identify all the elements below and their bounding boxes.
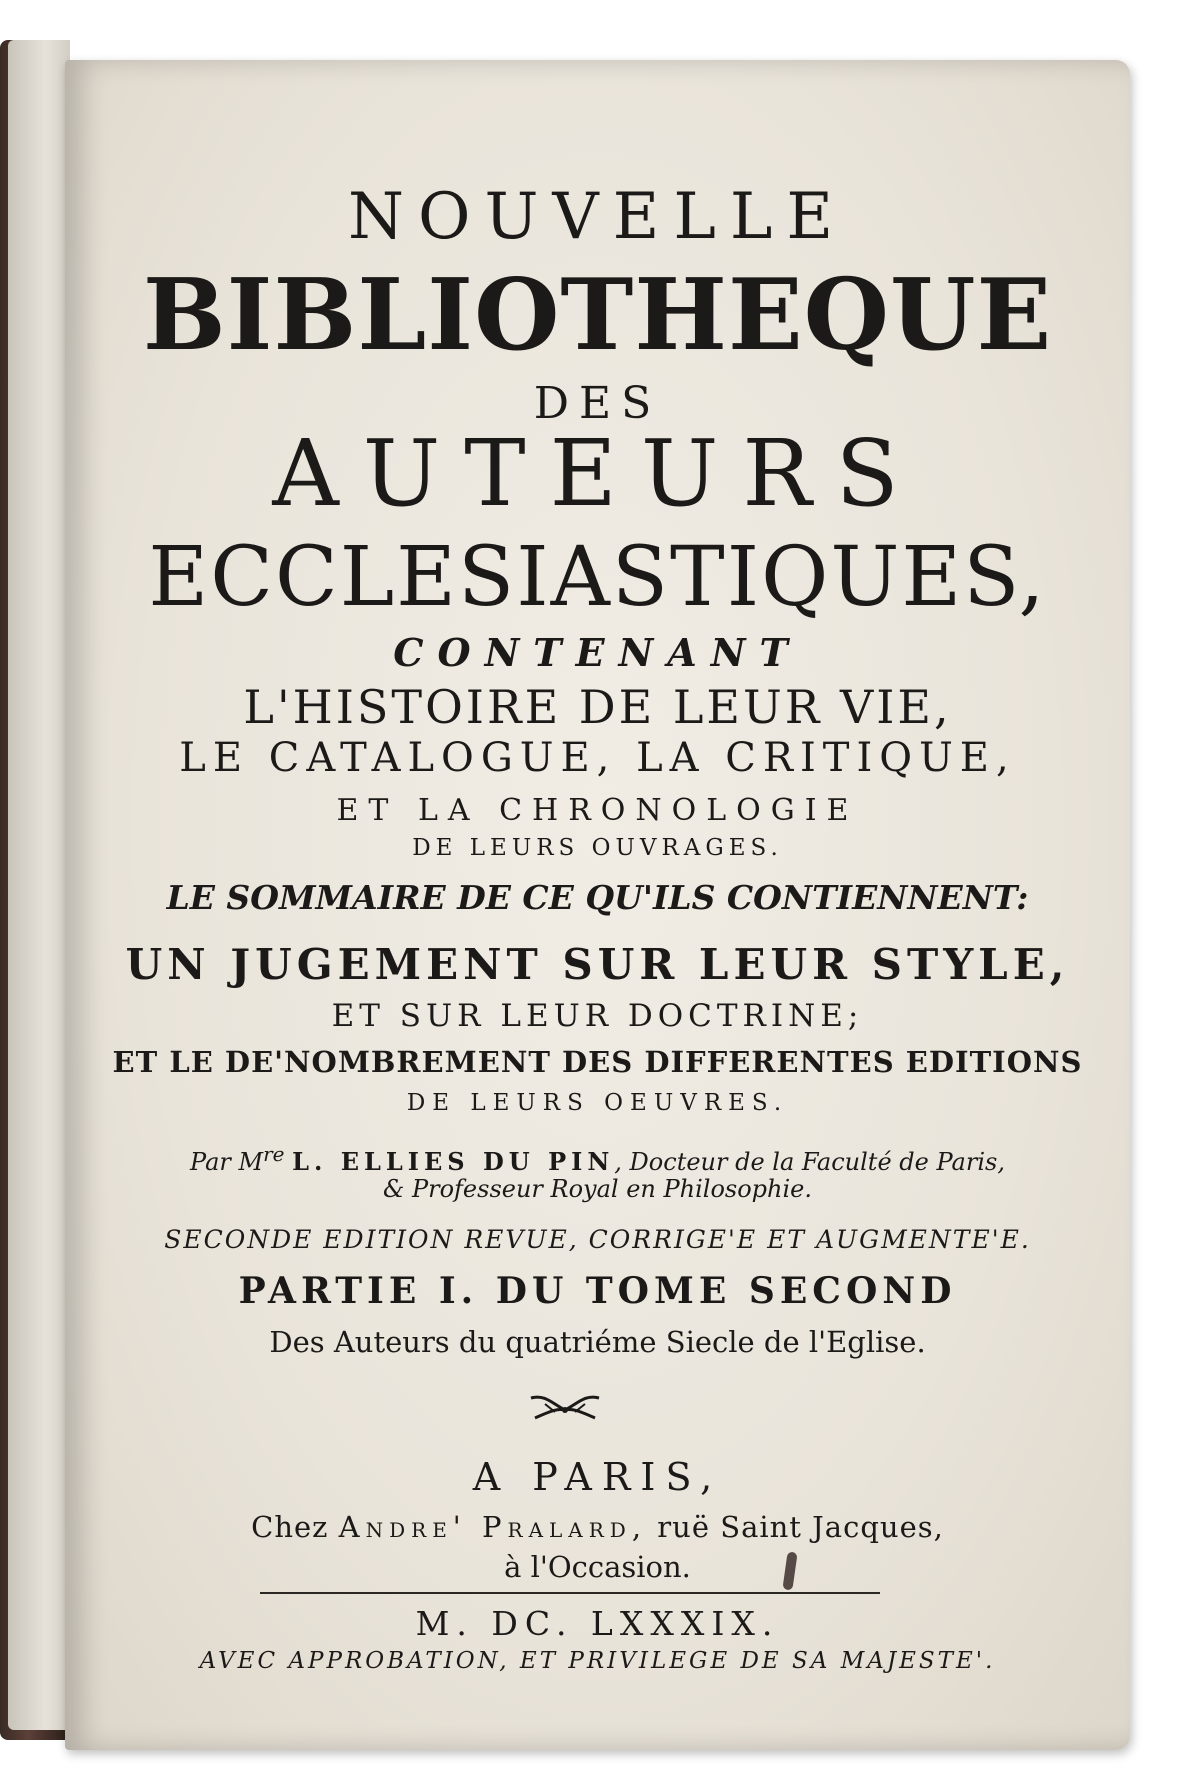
subtitle-chronologie: ET LA CHRONOLOGIE — [336, 793, 859, 828]
divider-rule — [260, 1592, 880, 1594]
imprint-approbation: AVEC APPROBATION, ET PRIVILEGE DE SA MAJESTE'. — [199, 1648, 996, 1674]
imprint-chez: Chez — [251, 1510, 329, 1544]
imprint-printer-line — [65, 1510, 1130, 1544]
author-line — [65, 1142, 1130, 1176]
author-name: L. ELLIES DU PIN — [292, 1147, 615, 1176]
subtitle-doctrine: ET SUR LEUR DOCTRINE; — [331, 998, 864, 1034]
subtitle-denombrement: ET LE DE'NOMBREMENT DES DIFFERENTES EDITIONS — [112, 1045, 1083, 1079]
volume-part: PARTIE I. DU TOME SECOND — [238, 1270, 957, 1312]
title-line-bibliotheque: BIBLIOTHEQUE — [142, 258, 1053, 373]
title-page — [65, 60, 1130, 1750]
title-line-auteurs: AUTEURS — [272, 420, 923, 527]
author-par: Par M — [190, 1148, 264, 1176]
imprint-date: M. DC. LXXXIX. — [415, 1604, 780, 1643]
edition-statement: SECONDE EDITION REVUE, CORRIGE'E ET AUGMENTE'E. — [164, 1225, 1031, 1254]
author-role-line2: & Professeur Royal en Philosophie. — [382, 1175, 813, 1203]
imprint-occasion: à l'Occasion. — [504, 1550, 691, 1584]
title-line-nouvelle: NOUVELLE — [347, 180, 848, 254]
subtitle-jugement: UN JUGEMENT SUR LEUR STYLE, — [125, 940, 1070, 989]
imprint-printer: Andre' Pralard, — [338, 1510, 648, 1544]
subtitle-ouvrages: DE LEURS OUVRAGES. — [412, 835, 783, 861]
title-line-des: DES — [533, 378, 662, 429]
author-par-sup: re — [263, 1142, 285, 1166]
volume-subject: Des Auteurs du quatriéme Siecle de l'Eglise. — [269, 1325, 926, 1359]
subtitle-histoire: L'HISTOIRE DE LEUR VIE, — [243, 680, 952, 734]
left-page-edge — [8, 40, 70, 1730]
title-line-ecclesiastiques: ECCLESIASTIQUES, — [148, 530, 1047, 625]
subtitle-contenant: CONTENANT — [393, 630, 802, 675]
subtitle-catalogue: LE CATALOGUE, LA CRITIQUE, — [179, 735, 1016, 781]
imprint-city: A PARIS, — [472, 1455, 723, 1499]
subtitle-sommaire: LE SOMMAIRE DE CE QU'ILS CONTIENNENT: — [166, 878, 1029, 917]
printers-ornament-icon — [525, 1390, 605, 1426]
imprint-street: ruë Saint Jacques, — [657, 1510, 944, 1544]
author-role: , Docteur de la Faculté de Paris, — [614, 1148, 1005, 1176]
subtitle-oeuvres: DE LEURS OEUVRES. — [406, 1090, 789, 1116]
